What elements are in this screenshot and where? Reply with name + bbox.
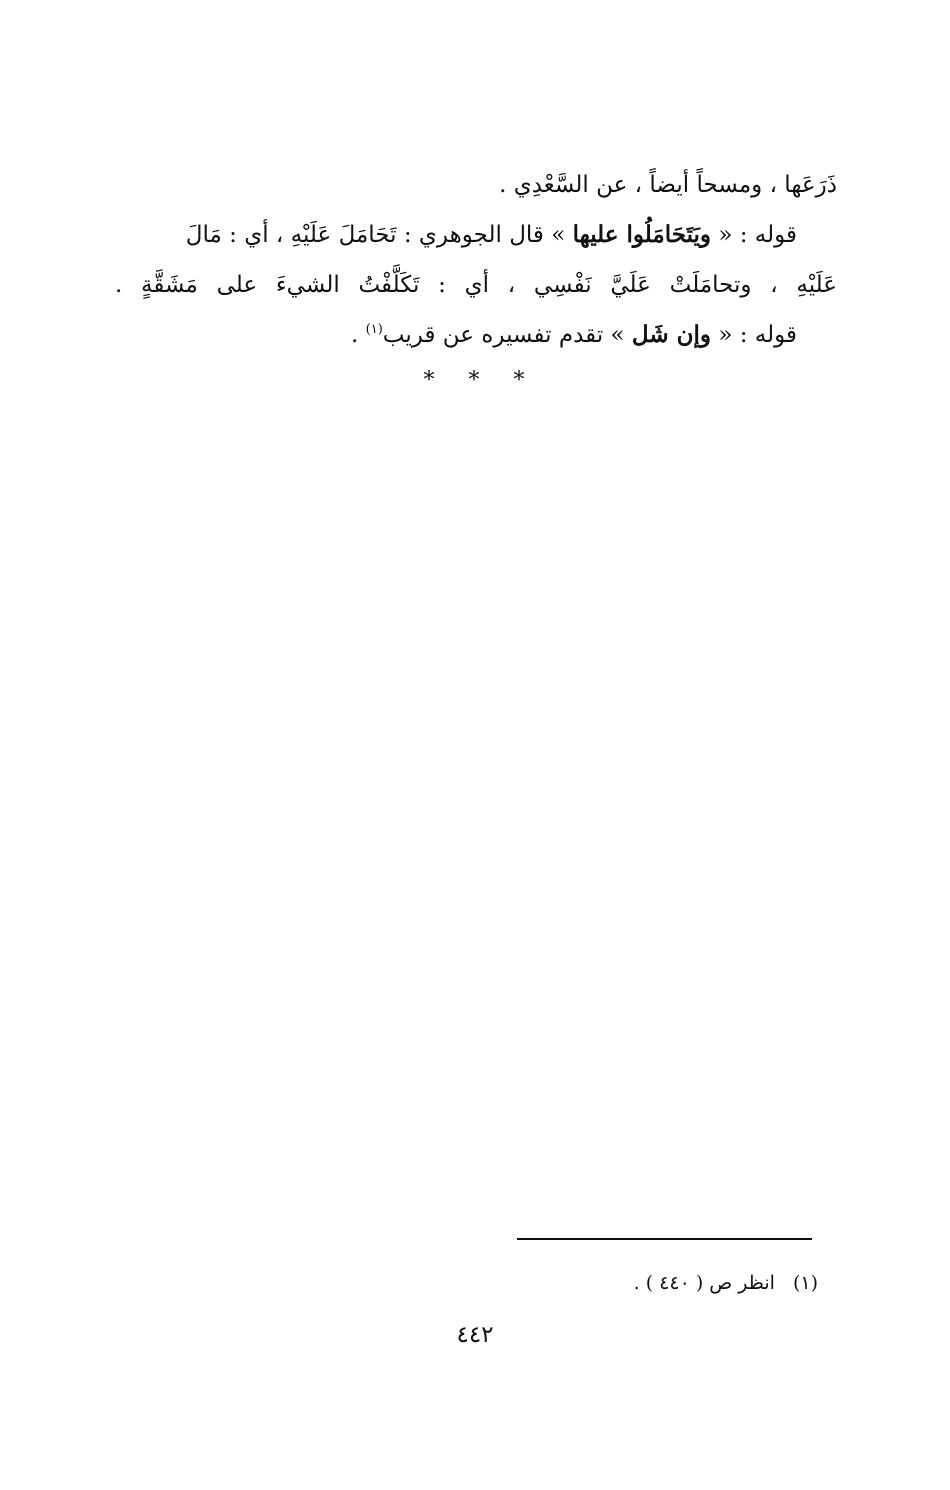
- text-line-3: [115, 260, 837, 310]
- footnote-reference: (١): [365, 322, 383, 337]
- line-3-text: عَلَيْهِ ، وتحامَلَتْ عَلَيَّ نَفْسِي ، أي : تَكَلَّفْتُ الشيءَ على مَشَقَّةٍ .: [115, 272, 837, 298]
- separator-star: *: [423, 368, 437, 393]
- text-line-1: [115, 160, 837, 210]
- quoted-term-1: ويَتَحَامَلُوا عليها: [572, 221, 712, 248]
- section-separator: [0, 368, 950, 393]
- line-2-suffix: » قال الجوهري : تَحَامَلَ عَلَيْهِ ، أي : مَالَ: [185, 222, 573, 248]
- footnote-divider: [517, 1238, 812, 1240]
- line-4-prefix: قوله : «: [711, 322, 797, 348]
- footnote-text: انظر ص ( ٤٤٠ ) .: [633, 1272, 775, 1294]
- separator-star: *: [513, 368, 527, 393]
- separator-star: *: [468, 368, 482, 393]
- footnote-number: (١): [792, 1272, 818, 1294]
- page-number: ٤٤٢: [456, 1322, 494, 1348]
- quoted-term-2: وإن شَل: [631, 321, 712, 348]
- line-4-suffix: » تقدم تفسيره عن قريب: [382, 322, 632, 348]
- line-2-prefix: قوله : «: [711, 222, 797, 248]
- footnote: [634, 1272, 818, 1294]
- text-line-4: [115, 310, 837, 360]
- line-4-end: .: [351, 322, 366, 348]
- main-text: [115, 160, 837, 360]
- text-line-2: [115, 210, 837, 260]
- line-1-text: ذَرَعَها ، ومسحاً أيضاً ، عن السَّعْدِي .: [499, 172, 837, 198]
